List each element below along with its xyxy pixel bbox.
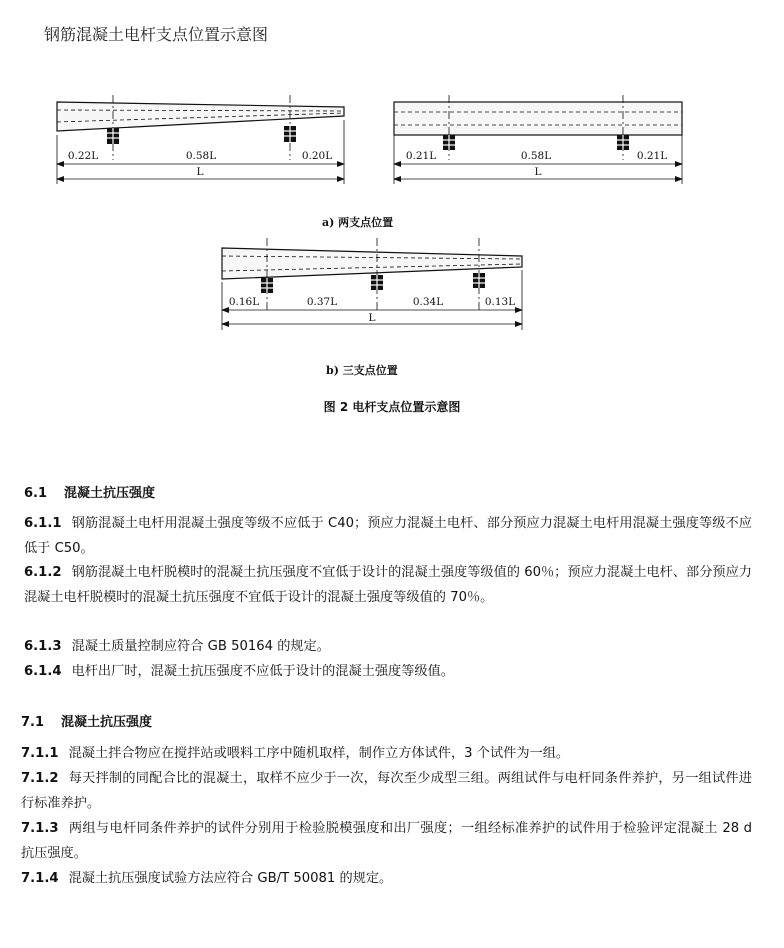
panel-b-label: b) 三支点位置 <box>326 364 398 377</box>
clause-number: 7.1.1 <box>21 746 59 761</box>
clause-number: 7.1.3 <box>21 821 59 836</box>
clause-paragraph <box>21 742 752 767</box>
dim-label: 0.21L <box>405 150 437 162</box>
clause-paragraph <box>24 635 752 660</box>
dim-label: 0.16L <box>228 296 260 308</box>
support-block <box>284 126 296 142</box>
figure-caption: 图 2 电杆支点位置示意图 <box>323 400 461 414</box>
clause-number: 6.1.3 <box>24 639 62 654</box>
clause-paragraph <box>21 817 752 866</box>
clause-paragraph <box>24 660 752 685</box>
clause-text: 钢筋混凝土电杆用混凝土强度等级不应低于 C40；预应力混凝土电杆、部分预应力混凝土电杆用混凝土强度等级不应低于 C50。 <box>24 516 752 556</box>
clause-number: 6.1.2 <box>24 565 62 580</box>
clause-paragraph <box>21 867 752 892</box>
clause-text: 混凝土抗压强度试验方法应符合 GB/T 50081 的规定。 <box>68 871 393 886</box>
clause-text: 混凝土质量控制应符合 GB 50164 的规定。 <box>71 639 330 654</box>
dim-label: 0.58L <box>520 150 552 162</box>
clause-number: 6.1.1 <box>24 516 62 531</box>
dim-label: 0.22L <box>67 150 99 162</box>
dim-label: 0.13L <box>484 296 516 308</box>
section-title: 混凝土抗压强度 <box>61 715 153 730</box>
page-title: 钢筋混凝土电杆支点位置示意图 <box>44 25 269 44</box>
clause-number: 6.1.4 <box>24 664 62 679</box>
clause-text: 两组与电杆同条件养护的试件分别用于检验脱模强度和出厂强度；一组经标准养护的试件用于检验评定混凝土 28 d 抗压强度。 <box>21 821 752 861</box>
clause-paragraph <box>24 561 752 610</box>
support-block <box>473 273 485 288</box>
dim-label: 0.58L <box>185 150 217 162</box>
clause-paragraph <box>21 767 752 816</box>
clause-paragraph <box>24 512 752 561</box>
support-block <box>107 128 119 144</box>
clause-text: 每天拌制的同配合比的混凝土，取样不应少于一次，每次至少成型三组。两组试件与电杆同条件养护，另一组试件进行标准养护。 <box>21 771 752 811</box>
support-block <box>617 135 629 150</box>
support-block <box>371 275 383 290</box>
section-heading <box>21 711 152 730</box>
support-diagram <box>0 0 784 400</box>
dim-label: 0.20L <box>301 150 333 162</box>
dim-label: 0.34L <box>412 296 444 308</box>
support-block <box>261 278 273 293</box>
dim-label: 0.21L <box>636 150 668 162</box>
dim-label: 0.37L <box>306 296 338 308</box>
clause-number: 7.1.2 <box>21 771 59 786</box>
support-block <box>443 135 455 150</box>
clause-text: 混凝土拌合物应在搅拌站或喂料工序中随机取样，制作立方体试件，3 个试件为一组。 <box>68 746 570 761</box>
dim-label: L <box>196 166 204 178</box>
clause-text: 钢筋混凝土电杆脱模时的混凝土抗压强度不宜低于设计的混凝土强度等级值的 60％；预应力混凝土电杆、部分预应力混凝土电杆脱模时的混凝土抗压强度不宜低于设计的混凝土强度等级值的 70％。 <box>24 565 752 605</box>
section-number: 6.1 <box>24 486 48 501</box>
clause-text: 电杆出厂时，混凝土抗压强度不应低于设计的混凝土强度等级值。 <box>71 664 454 679</box>
section-heading <box>24 482 155 501</box>
clause-number: 7.1.4 <box>21 871 59 886</box>
dim-label: L <box>368 312 376 324</box>
panel-a-label: a) 两支点位置 <box>322 216 394 229</box>
section-number: 7.1 <box>21 715 45 730</box>
dim-label: L <box>534 166 542 178</box>
section-title: 混凝土抗压强度 <box>64 486 156 501</box>
